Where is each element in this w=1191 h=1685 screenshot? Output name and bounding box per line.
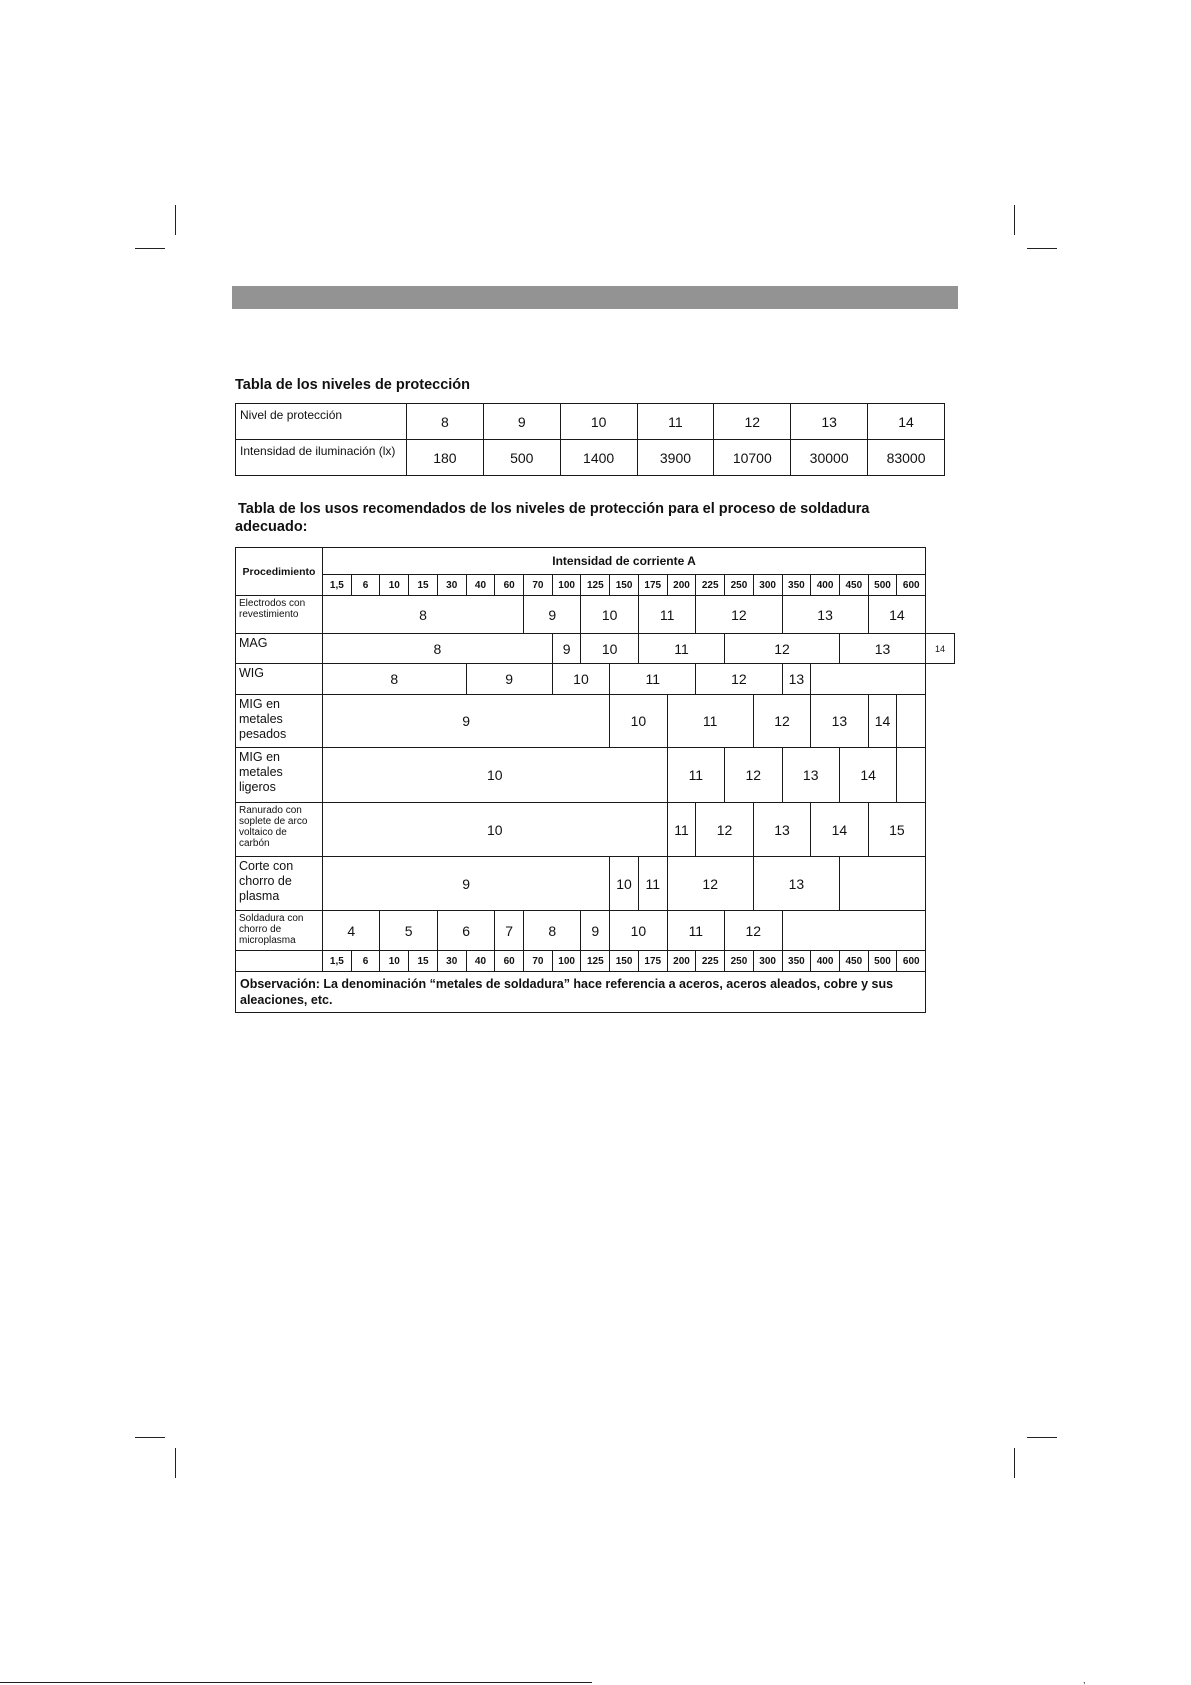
table-cell: 180 (407, 440, 484, 476)
level-cell: 14 (868, 596, 925, 634)
amp-cell: 15 (409, 951, 438, 972)
amp-cell: 300 (753, 951, 782, 972)
crop-mark (175, 205, 176, 235)
amp-cell: 150 (610, 575, 639, 596)
observation-note: Observación: La denominación “metales de soldadura” hace referencia a aceros, aceros aleados, cobre y sus aleaciones, etc. (236, 972, 926, 1013)
level-cell: 10 (581, 596, 638, 634)
amp-cell: 10 (380, 575, 409, 596)
process-row (236, 748, 955, 803)
level-cell: 12 (725, 911, 782, 951)
level-cell: 13 (811, 695, 868, 748)
level-cell: 9 (323, 857, 610, 911)
note-row (236, 972, 955, 1013)
table-cell: 11 (637, 404, 714, 440)
amp-cell: 40 (466, 575, 495, 596)
title-line-1: Tabla de los usos recomendados de los niveles de protección para el proceso de soldadura (238, 501, 870, 517)
level-cell: 11 (638, 857, 667, 911)
table-cell: 8 (407, 404, 484, 440)
level-cell: 12 (753, 695, 810, 748)
table-cell: 9 (483, 404, 560, 440)
amp-cell: 125 (581, 951, 610, 972)
footer-rule (0, 1682, 592, 1683)
current-header: Intensidad de corriente A (323, 548, 926, 575)
amp-cell: 15 (409, 575, 438, 596)
amp-cell: 400 (811, 575, 840, 596)
crop-mark (135, 248, 165, 249)
table-cell: 10 (560, 404, 637, 440)
level-cell: 10 (610, 857, 639, 911)
amps-row-top (236, 575, 955, 596)
level-cell: 12 (696, 803, 753, 857)
crop-mark (1027, 248, 1057, 249)
amp-cell: 200 (667, 951, 696, 972)
level-cell: 9 (323, 695, 610, 748)
level-cell: 10 (323, 803, 668, 857)
level-cell (782, 911, 926, 951)
amp-cell: 150 (610, 951, 639, 972)
level-cell: 13 (753, 857, 839, 911)
amp-cell: 30 (437, 951, 466, 972)
table-cell: 30000 (791, 440, 868, 476)
level-cell: 13 (839, 634, 925, 664)
header-row (236, 548, 955, 575)
level-cell (811, 664, 926, 695)
level-cell: 14 (839, 748, 896, 803)
level-cell: 12 (696, 664, 782, 695)
level-cell: 10 (323, 748, 668, 803)
amp-cell: 1,5 (323, 951, 352, 972)
level-cell: 9 (581, 911, 610, 951)
amp-cell: 500 (868, 951, 897, 972)
level-cell: 5 (380, 911, 437, 951)
amp-cell: 100 (552, 575, 581, 596)
amp-cell: 6 (351, 575, 380, 596)
amp-cell: 200 (667, 575, 696, 596)
crop-mark (135, 1437, 165, 1438)
level-cell: 4 (323, 911, 380, 951)
amps-row-bottom (236, 951, 955, 972)
level-cell: 13 (782, 664, 811, 695)
amp-cell: 225 (696, 951, 725, 972)
amp-cell: 250 (725, 575, 754, 596)
recommended-uses-title (235, 500, 869, 536)
amp-cell: 6 (351, 951, 380, 972)
level-cell: 12 (725, 634, 840, 664)
amp-cell: 175 (638, 575, 667, 596)
amp-cell: 1,5 (323, 575, 352, 596)
process-row (236, 911, 955, 951)
crop-mark (1027, 1437, 1057, 1438)
amp-cell: 175 (638, 951, 667, 972)
row-label: Nivel de protección (236, 404, 407, 440)
page-corner-mark: , (1083, 1675, 1086, 1685)
amp-cell: 350 (782, 951, 811, 972)
amp-cell: 250 (725, 951, 754, 972)
process-row (236, 596, 955, 634)
process-row (236, 664, 955, 695)
process-label: MAG (236, 634, 323, 664)
crop-mark (1014, 205, 1015, 235)
level-cell: 12 (725, 748, 782, 803)
process-row (236, 695, 955, 748)
level-cell: 11 (667, 803, 696, 857)
level-cell: 9 (466, 664, 552, 695)
level-cell: 8 (323, 596, 524, 634)
amp-cell: 100 (552, 951, 581, 972)
amp-cell: 450 (839, 575, 868, 596)
amp-cell: 70 (524, 951, 553, 972)
amp-cell: 400 (811, 951, 840, 972)
process-label: Corte con chorro de plasma (236, 857, 323, 911)
level-cell: 9 (524, 596, 581, 634)
level-cell (897, 748, 926, 803)
process-row (236, 803, 955, 857)
level-cell: 10 (581, 634, 638, 664)
table-cell: 3900 (637, 440, 714, 476)
level-cell: 8 (524, 911, 581, 951)
level-cell: 9 (552, 634, 581, 664)
level-cell: 14 (926, 634, 955, 664)
level-cell: 11 (638, 634, 724, 664)
level-cell (897, 695, 926, 748)
table-cell: 500 (483, 440, 560, 476)
process-label: Electrodos con revestimiento (236, 596, 323, 634)
section-header-bar (232, 286, 958, 309)
level-cell (839, 857, 925, 911)
protection-table-row (236, 440, 945, 476)
amp-cell: 600 (897, 575, 926, 596)
empty-cell (236, 951, 323, 972)
amp-cell: 70 (524, 575, 553, 596)
process-label: MIG en metales ligeros (236, 748, 323, 803)
process-row (236, 634, 955, 664)
amp-cell: 500 (868, 575, 897, 596)
level-cell: 13 (753, 803, 810, 857)
level-cell: 11 (667, 911, 724, 951)
protection-levels-title: Tabla de los niveles de protección (235, 377, 471, 393)
crop-mark (1014, 1448, 1015, 1478)
amp-cell: 350 (782, 575, 811, 596)
crop-mark (175, 1448, 176, 1478)
process-row (236, 857, 955, 911)
row-label: Intensidad de iluminación (lx) (236, 440, 407, 476)
level-cell: 11 (667, 695, 753, 748)
protection-levels-table (235, 403, 945, 476)
title-line-2: adecuado: (235, 519, 308, 535)
level-cell: 12 (667, 857, 753, 911)
process-label: WIG (236, 664, 323, 695)
process-label: Ranurado con soplete de arco voltaico de carbón (236, 803, 323, 857)
recommended-uses-table (235, 547, 955, 1013)
amp-cell: 225 (696, 575, 725, 596)
amp-cell: 300 (753, 575, 782, 596)
level-cell: 10 (610, 695, 667, 748)
level-cell: 11 (667, 748, 724, 803)
procedure-header: Procedimiento (236, 548, 323, 596)
level-cell: 8 (323, 634, 553, 664)
level-cell: 12 (696, 596, 782, 634)
table-cell: 83000 (868, 440, 945, 476)
amp-cell: 600 (897, 951, 926, 972)
protection-table-row (236, 404, 945, 440)
table-cell: 13 (791, 404, 868, 440)
table-cell: 10700 (714, 440, 791, 476)
level-cell: 10 (610, 911, 667, 951)
amp-cell: 60 (495, 951, 524, 972)
level-cell: 15 (868, 803, 925, 857)
amp-cell: 60 (495, 575, 524, 596)
table-cell: 1400 (560, 440, 637, 476)
level-cell: 8 (323, 664, 467, 695)
level-cell: 6 (437, 911, 494, 951)
level-cell: 11 (610, 664, 696, 695)
level-cell: 7 (495, 911, 524, 951)
level-cell: 14 (868, 695, 897, 748)
level-cell: 11 (638, 596, 695, 634)
amp-cell: 30 (437, 575, 466, 596)
amp-cell: 125 (581, 575, 610, 596)
level-cell: 14 (811, 803, 868, 857)
process-label: Soldadura con chorro de microplasma (236, 911, 323, 951)
level-cell: 13 (782, 748, 839, 803)
amp-cell: 40 (466, 951, 495, 972)
amp-cell: 450 (839, 951, 868, 972)
level-cell: 10 (552, 664, 609, 695)
amp-cell: 10 (380, 951, 409, 972)
process-label: MIG en metales pesados (236, 695, 323, 748)
table-cell: 14 (868, 404, 945, 440)
level-cell: 13 (782, 596, 868, 634)
table-cell: 12 (714, 404, 791, 440)
